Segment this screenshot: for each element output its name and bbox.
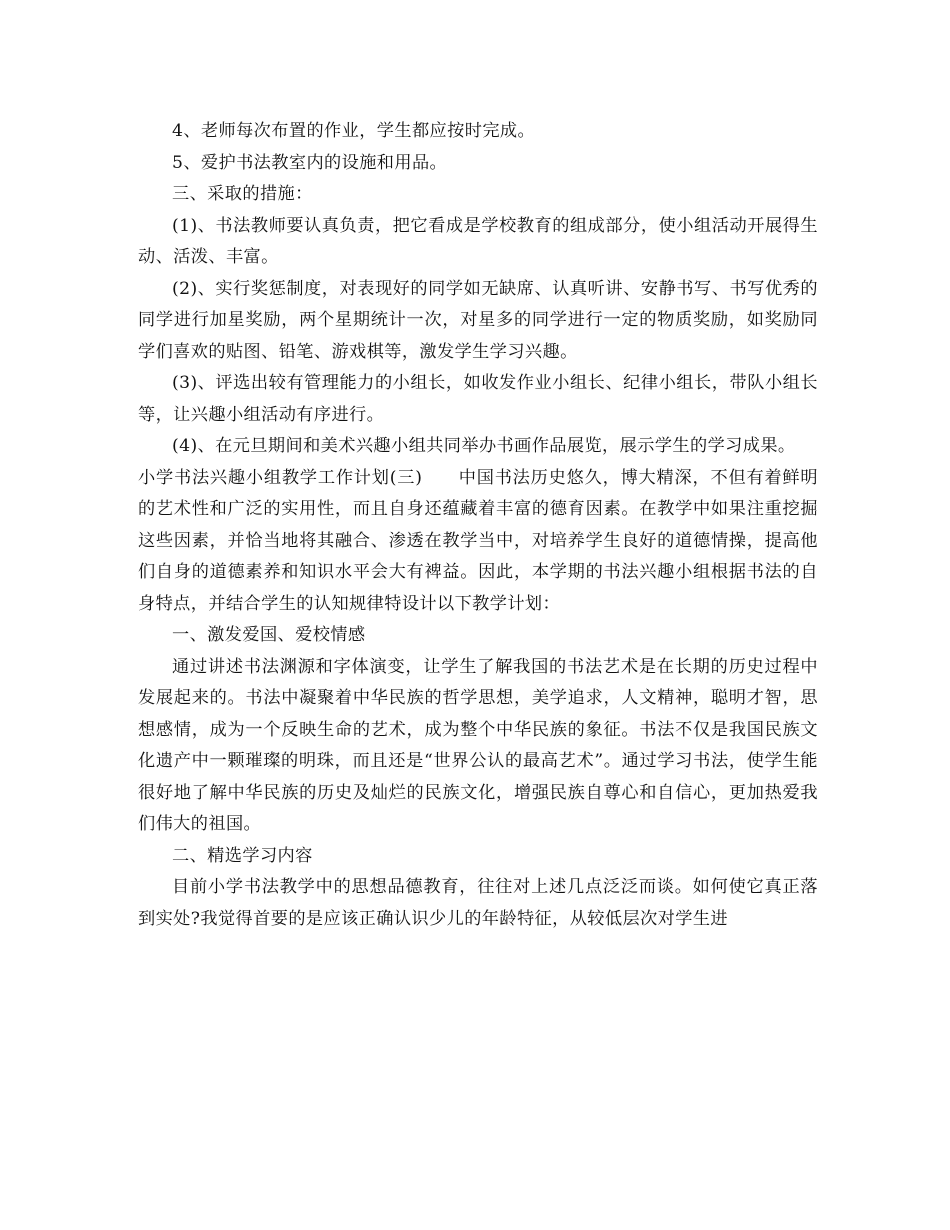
paragraph-content: 目前小学书法教学中的思想品德教育，往往对上述几点泛泛而谈。如何使它真正落到实处?我觉得首要的是应该正确认识少儿的年龄特征，从较低层次对学生进 bbox=[138, 877, 818, 929]
section-heading-patriotism: 一、激发爱国、爱校情感 bbox=[172, 625, 366, 645]
section-heading-content: 二、精选学习内容 bbox=[172, 845, 313, 866]
section-heading-measures: 三、采取的措施： bbox=[172, 184, 313, 204]
paragraph-rule-5: 5、爱护书法教室内的设施和用品。 bbox=[172, 152, 448, 173]
paragraph-patriotism: 通过讲述书法渊源和字体演变，让学生了解我国的书法艺术是在长期的历史过程中发展起来的。书法中凝聚着中华民族的哲学思想，美学追求，人文精神，聪明才智，思想感情，成为一个反映生命的艺术，成为整个中华民族的象征。书法不仅是我国民族文化遗产中一颗璀璨的明珠，而且还是“世界公认的最高艺术”。通过学习书法，使学生能很好地了解中华民族的历史及灿烂的民族文化，增强民族自尊心和自信心，更加热爱我们伟大的祖国。 bbox=[138, 656, 818, 834]
paragraph-plan-three-intro: 小学书法兴趣小组教学工作计划(三) 中国书法历史悠久，博大精深，不但有着鲜明的艺术性和广泛的实用性，而且自身还蕴藏着丰富的德育因素。在教学中如果注重挖掘这些因素，并恰当地将其融合、渗透在教学当中，对培养学生良好的道德情操，提高他们自身的道德素养和知识水平会大有裨益。因此，本学期的书法兴趣小组根据书法的自身特点，并结合学生的认知规律特设计以下教学计划： bbox=[138, 467, 818, 614]
paragraph-measure-3: (3)、评选出较有管理能力的小组长，如收发作业小组长、纪律小组长，带队小组长等，让兴趣小组活动有序进行。 bbox=[138, 373, 818, 425]
paragraph-rule-4: 4、老师每次布置的作业，学生都应按时完成。 bbox=[172, 121, 536, 141]
paragraph-measure-2: (2)、实行奖惩制度，对表现好的同学如无缺席、认真听讲、安静书写、书写优秀的同学进行加星奖励，两个星期统计一次，对星多的同学进行一定的物质奖励，如奖励同学们喜欢的贴图、铅笔、游戏棋等，激发学生学习兴趣。 bbox=[138, 278, 818, 362]
paragraph-measure-1: (1)、书法教师要认真负责，把它看成是学校教育的组成部分，使小组活动开展得生动、活泼、丰富。 bbox=[138, 215, 818, 267]
document-body bbox=[138, 116, 818, 935]
paragraph-measure-4: (4)、在元旦期间和美术兴趣小组共同举办书画作品展览，展示学生的学习成果。 bbox=[172, 436, 796, 456]
